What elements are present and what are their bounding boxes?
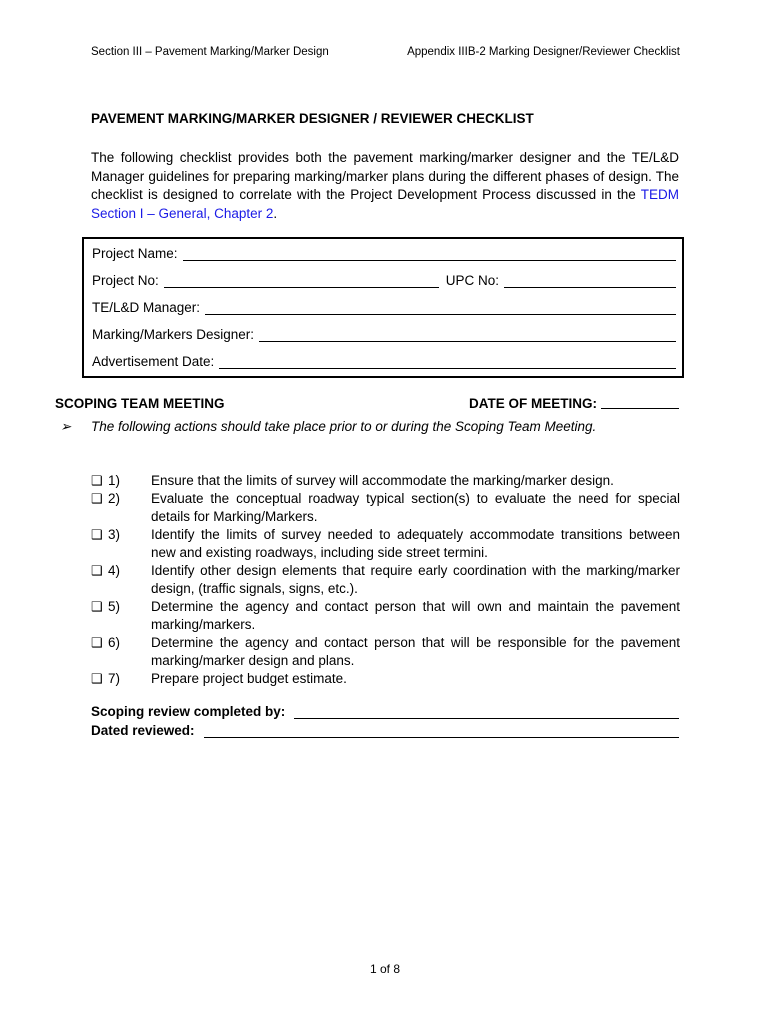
project-name-field[interactable] bbox=[92, 245, 676, 261]
item-text: Prepare project budget estimate. bbox=[151, 671, 347, 686]
item-text: Identify the limits of survey needed to adequately accommodate transitions between new and existing roadways, including side street termini. bbox=[151, 527, 680, 560]
checklist bbox=[91, 472, 680, 688]
project-name-label: Project Name: bbox=[92, 246, 178, 261]
checkbox-icon[interactable]: ❑ bbox=[91, 671, 103, 686]
project-info-box bbox=[82, 237, 684, 378]
checklist-item-7 bbox=[91, 670, 680, 688]
checklist-item-6 bbox=[91, 634, 680, 670]
section-heading: SCOPING TEAM MEETING bbox=[55, 396, 225, 411]
page-header-left: Section III – Pavement Marking/Marker Design bbox=[91, 46, 329, 58]
page-header-right: Appendix IIIB-2 Marking Designer/Reviewer Checklist bbox=[407, 46, 680, 58]
designer-label: Marking/Markers Designer: bbox=[92, 327, 255, 342]
intro-end: . bbox=[273, 205, 278, 221]
item-text: Determine the agency and contact person that will own and maintain the pavement marking/markers. bbox=[151, 599, 680, 632]
checklist-item-3 bbox=[91, 526, 680, 562]
review-by-label: Scoping review completed by: bbox=[91, 704, 286, 719]
checklist-item-4 bbox=[91, 562, 680, 598]
project-name-line[interactable] bbox=[183, 247, 676, 261]
item-text: Determine the agency and contact person that will be responsible for the pavement marking/marker design and plans. bbox=[151, 635, 680, 668]
checkbox-icon[interactable]: ❑ bbox=[91, 527, 103, 542]
intro-paragraph bbox=[91, 149, 679, 223]
dated-reviewed-line[interactable] bbox=[204, 724, 679, 738]
item-number: 5) bbox=[108, 599, 121, 614]
checklist-item-1 bbox=[91, 472, 680, 490]
checkbox-icon[interactable]: ❑ bbox=[91, 491, 103, 506]
review-by-field[interactable] bbox=[91, 704, 679, 719]
scoping-heading-row bbox=[55, 396, 679, 411]
checklist-item-5 bbox=[91, 598, 680, 634]
dated-reviewed-label: Dated reviewed: bbox=[91, 723, 195, 738]
review-by-line[interactable] bbox=[294, 705, 679, 719]
date-of-meeting-label: DATE OF MEETING: bbox=[469, 396, 597, 411]
document-title: PAVEMENT MARKING/MARKER DESIGNER / REVIEWER CHECKLIST bbox=[91, 111, 534, 126]
designer-line[interactable] bbox=[259, 328, 676, 342]
page-number: 1 of 8 bbox=[369, 962, 401, 976]
item-number: 4) bbox=[108, 563, 121, 578]
ad-date-label: Advertisement Date: bbox=[92, 354, 215, 369]
item-number: 7) bbox=[108, 671, 121, 686]
upc-no-line[interactable] bbox=[504, 274, 676, 288]
item-number: 1) bbox=[108, 473, 121, 488]
dated-reviewed-field[interactable] bbox=[91, 723, 679, 738]
checkbox-icon[interactable]: ❑ bbox=[91, 473, 103, 488]
ad-date-line[interactable] bbox=[219, 355, 676, 369]
manager-line[interactable] bbox=[205, 301, 676, 315]
item-text: Identify other design elements that require early coordination with the marking/marker design, (traffic signals, signs, etc.). bbox=[151, 563, 680, 596]
scoping-note bbox=[60, 418, 680, 436]
checkbox-icon[interactable]: ❑ bbox=[91, 563, 103, 578]
project-no-field[interactable] bbox=[92, 272, 676, 288]
manager-field[interactable] bbox=[92, 299, 676, 315]
item-text: Ensure that the limits of survey will accommodate the marking/marker design. bbox=[151, 473, 614, 488]
checklist-item-2 bbox=[91, 490, 680, 526]
item-text: Evaluate the conceptual roadway typical section(s) to evaluate the need for special details for Marking/Markers. bbox=[151, 491, 680, 524]
item-number: 3) bbox=[108, 527, 121, 542]
checkbox-icon[interactable]: ❑ bbox=[91, 635, 103, 650]
arrow-bullet-icon: ➢ bbox=[60, 419, 72, 434]
project-no-line[interactable] bbox=[164, 274, 439, 288]
date-of-meeting-line[interactable] bbox=[601, 396, 679, 409]
upc-no-label: UPC No: bbox=[445, 273, 500, 288]
project-no-label: Project No: bbox=[92, 273, 159, 288]
item-number: 2) bbox=[108, 491, 121, 506]
ad-date-field[interactable] bbox=[92, 353, 676, 369]
note-text: The following actions should take place prior to or during the Scoping Team Meeting. bbox=[91, 419, 597, 434]
designer-field[interactable] bbox=[92, 326, 676, 342]
intro-text: The following checklist provides both the pavement marking/marker designer and the TE/L&D Manager guidelines for preparing marking/marker plans during the different phases of design. The checklist is designed to correlate with the Project Development Process discussed in the bbox=[91, 150, 679, 202]
checkbox-icon[interactable]: ❑ bbox=[91, 599, 103, 614]
tedm-section-link[interactable]: TEDM Section I – General, Chapter 2 bbox=[91, 187, 679, 221]
manager-label: TE/L&D Manager: bbox=[92, 300, 201, 315]
item-number: 6) bbox=[108, 635, 121, 650]
